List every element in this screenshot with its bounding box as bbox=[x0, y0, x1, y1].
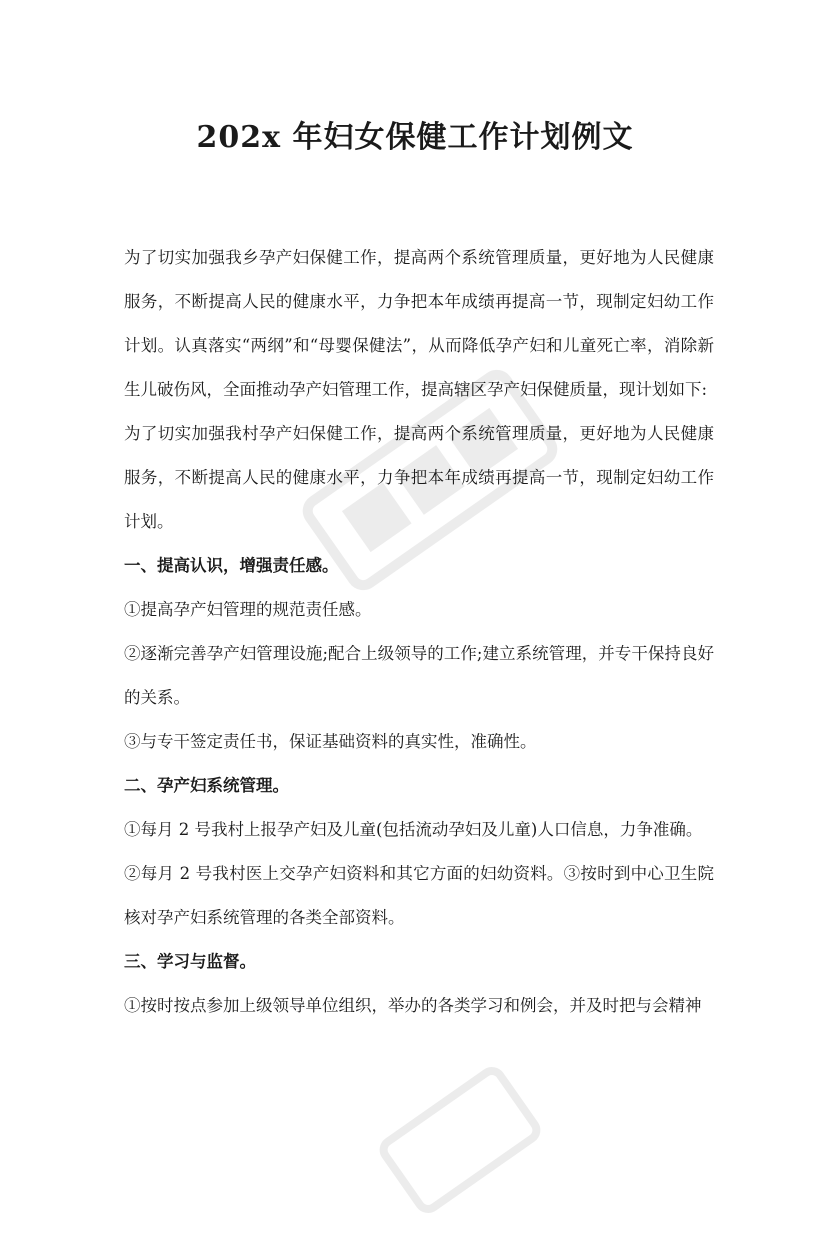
list-item: ①每月 2 号我村上报孕产妇及儿童(包括流动孕妇及儿童)人口信息，力争准确。 bbox=[124, 820, 703, 839]
list-item: ①按时按点参加上级领导单位组织，举办的各类学习和例会，并及时把与会精神 bbox=[124, 996, 702, 1015]
section-heading-3: 三、学习与监督。 bbox=[124, 952, 256, 971]
list-item: ②逐渐完善孕产妇管理设施;配合上级领导的工作;建立系统管理，并专干保持良好的关系。 bbox=[124, 644, 714, 707]
document-body bbox=[124, 236, 714, 1028]
section-heading-2: 二、孕产妇系统管理。 bbox=[124, 776, 289, 795]
intro-paragraph-2: 为了切实加强我村孕产妇保健工作，提高两个系统管理质量，更好地为人民健康服务，不断提高人民的健康水平，力争把本年成绩再提高一节，现制定妇幼工作计划。 bbox=[124, 424, 714, 531]
list-item: ②每月 2 号我村医上交孕产妇资料和其它方面的妇幼资料。③按时到中心卫生院核对孕产妇系统管理的各类全部资料。 bbox=[124, 864, 714, 927]
list-item: ①提高孕产妇管理的规范责任感。 bbox=[124, 600, 372, 619]
page-title: 202x 年妇女保健工作计划例文 bbox=[196, 120, 634, 155]
section-heading-1: 一、提高认识，增强责任感。 bbox=[124, 556, 339, 575]
intro-paragraph: 为了切实加强我乡孕产妇保健工作，提高两个系统管理质量，更好地为人民健康服务，不断提高人民的健康水平，力争把本年成绩再提高一节，现制定妇幼工作计划。认真落实“两纲”和“母婴保健法”，从而降低孕产妇和儿童死亡率，消除新生儿破伤风，全面推动孕产妇管理工作，提高辖区孕产妇保健质量，现计划如下: bbox=[124, 248, 714, 399]
list-item: ③与专干签定责任书，保证基础资料的真实性，准确性。 bbox=[124, 732, 537, 751]
watermark-logo-icon-bottom bbox=[360, 1045, 560, 1235]
